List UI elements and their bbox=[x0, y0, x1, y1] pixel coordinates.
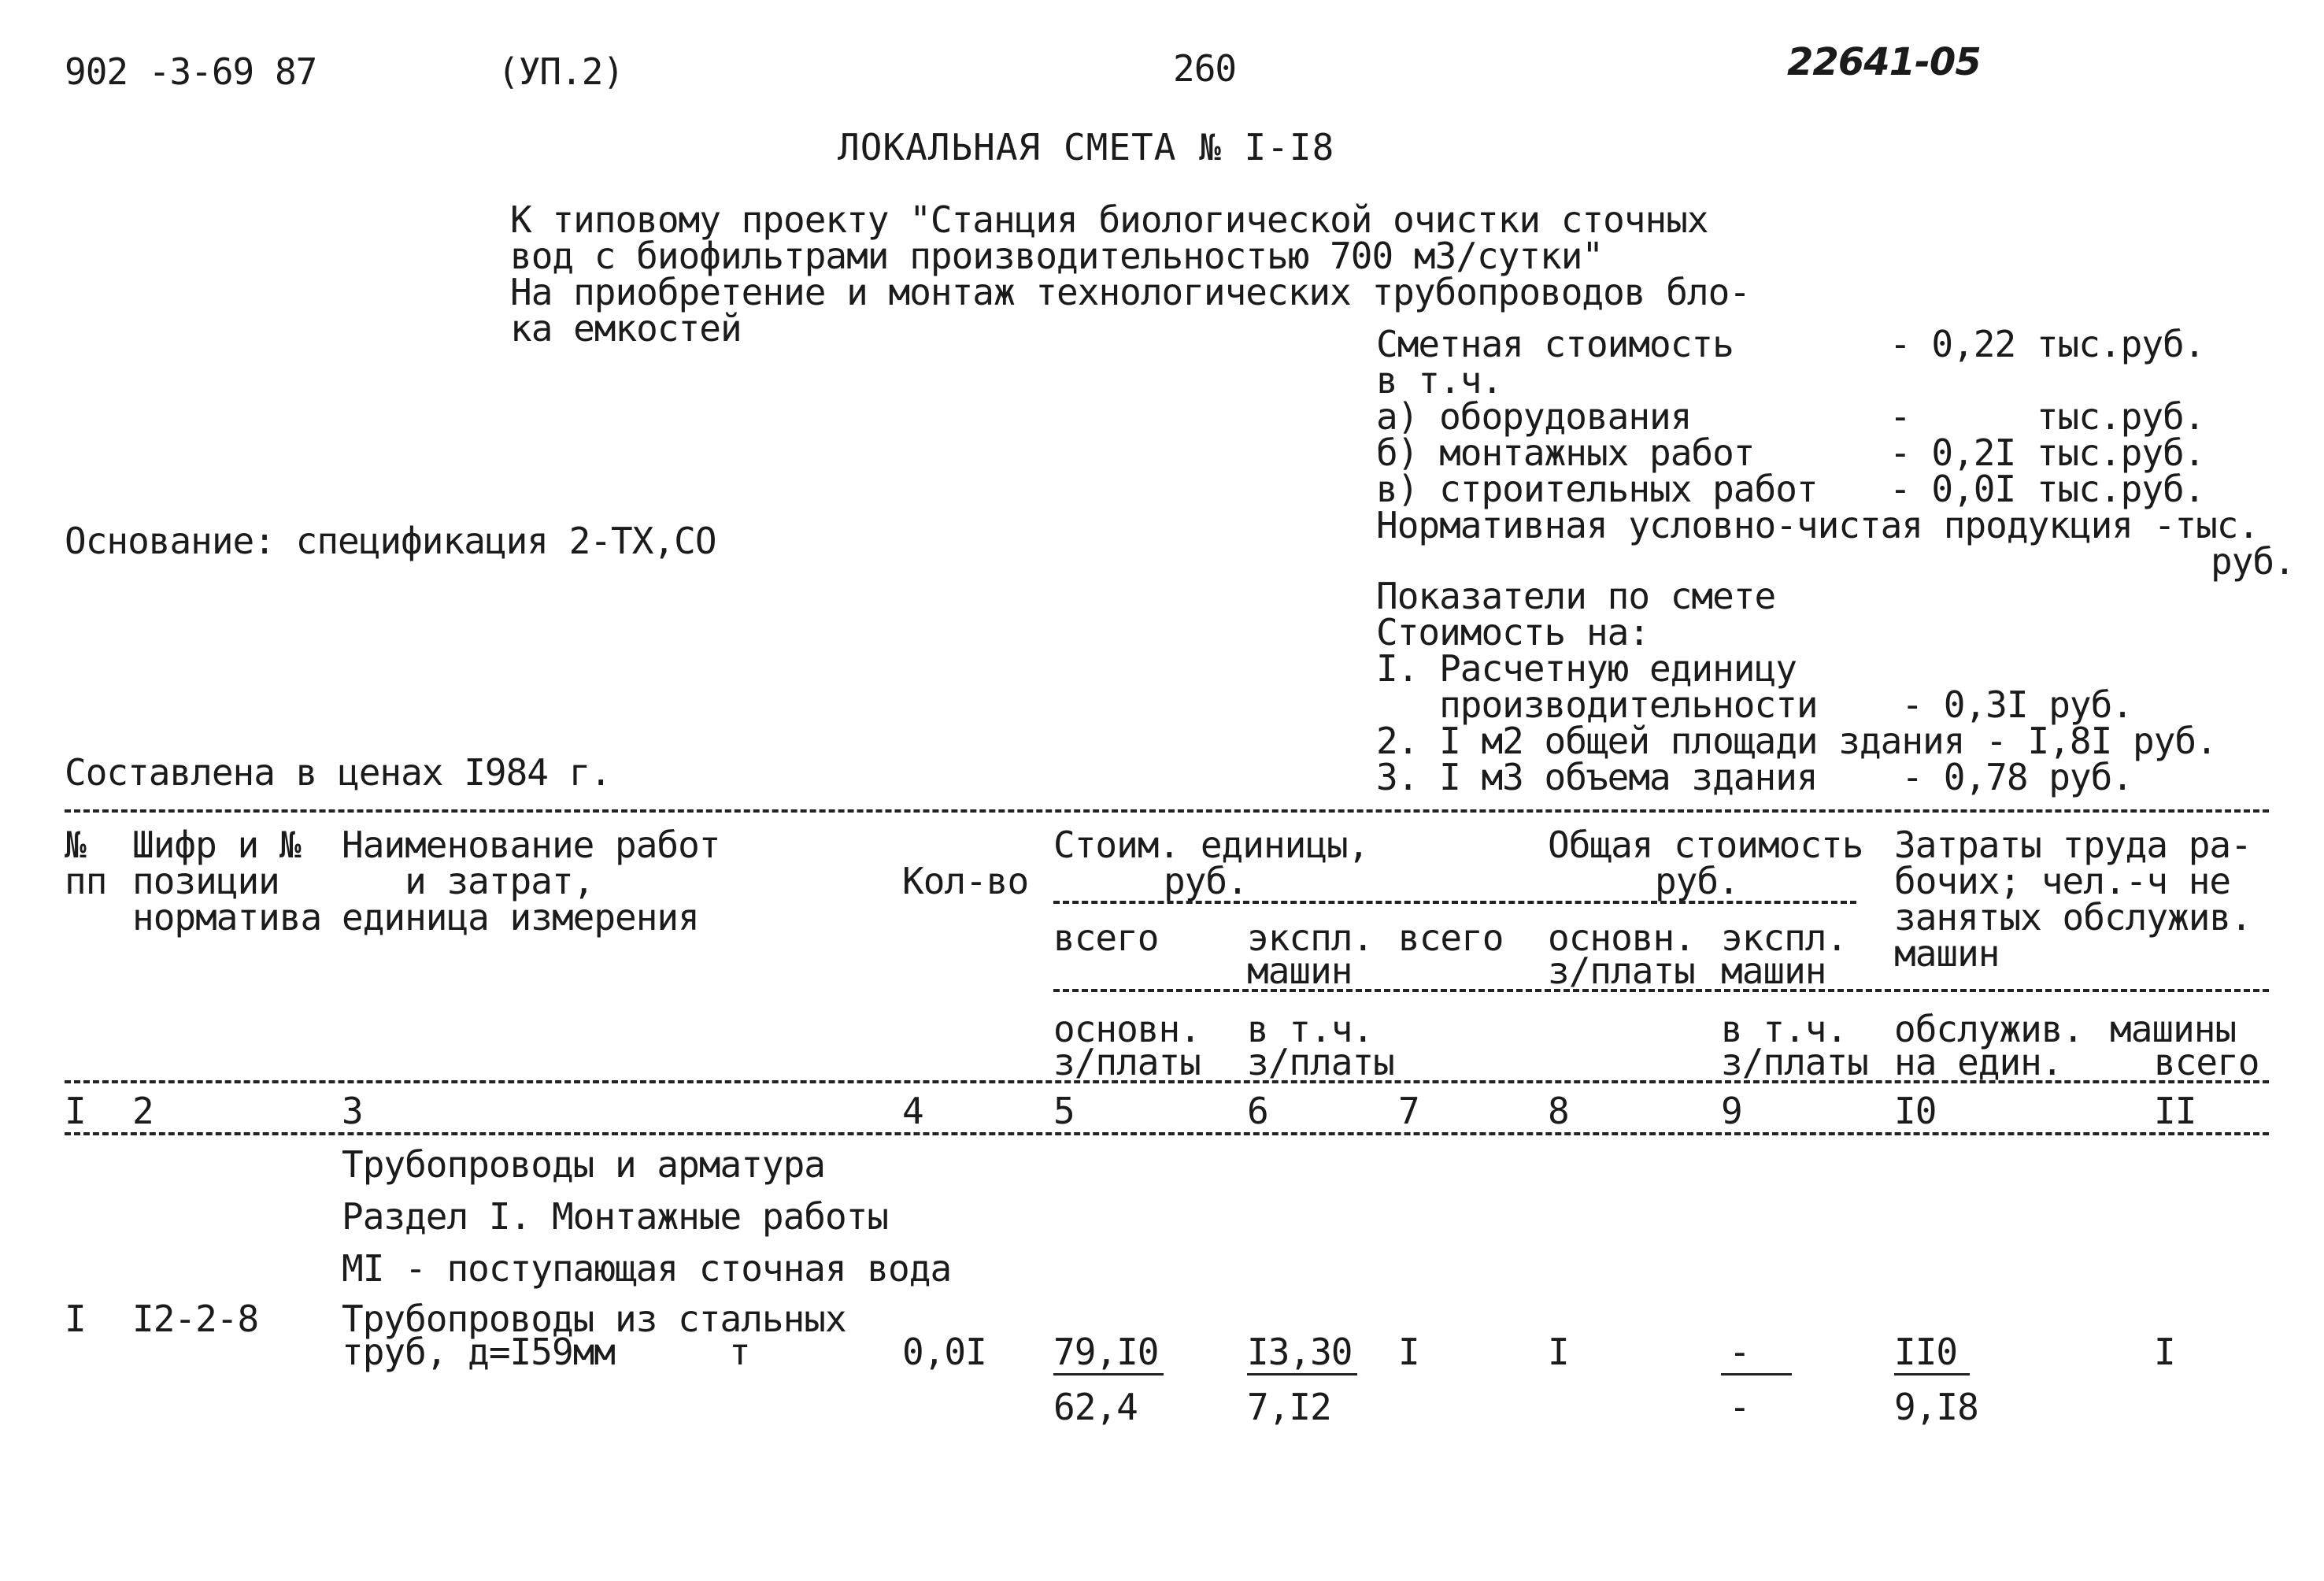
header-labor-total-2: всего bbox=[2154, 1041, 2259, 1083]
header-name-1: Наименование работ bbox=[342, 824, 720, 866]
row-unit-total-underline bbox=[1053, 1373, 1164, 1376]
header-code-1: Шифр и № bbox=[132, 824, 301, 866]
intro-line-4: ка емкостей bbox=[510, 307, 742, 350]
header-total-machines-2: машин bbox=[1721, 950, 1826, 992]
col-number-6: 6 bbox=[1247, 1090, 1268, 1132]
col-number-3: 3 bbox=[342, 1090, 363, 1132]
row-qty: 0,0I bbox=[902, 1331, 986, 1373]
cost-value-installation: - 0,2I тыс.руб. bbox=[1889, 431, 2205, 474]
table-top-rule bbox=[65, 809, 2269, 813]
header-unit-machine-wage-1: в т.ч. bbox=[1247, 1008, 1374, 1050]
header-labor-1: Затраты труда ра- bbox=[1894, 824, 2252, 866]
col-number-8: 8 bbox=[1548, 1090, 1569, 1132]
header-total-cost: Общая стоимость bbox=[1548, 824, 1863, 866]
normative-line-1: Нормативная условно-чистая продукция -тыс. bbox=[1376, 504, 2259, 546]
header-labor-unit-1: обслужив. bbox=[1894, 1008, 2084, 1050]
cost-label-equipment: а) оборудования bbox=[1376, 395, 1692, 438]
row-unit-total: 79,I0 bbox=[1053, 1331, 1159, 1373]
header-labor-3: занятых обслужив. bbox=[1894, 896, 2252, 939]
row-labor-total: I bbox=[2154, 1331, 2175, 1373]
col-number-9: 9 bbox=[1721, 1090, 1742, 1132]
row-labor-per-unit-underline bbox=[1894, 1373, 1970, 1376]
column-numbers-rule bbox=[65, 1132, 2269, 1135]
col-number-1: I bbox=[65, 1090, 86, 1132]
header-code-2: позиции bbox=[132, 860, 279, 902]
indicators-line-6: 3. I м3 объема здания - 0,78 руб. bbox=[1376, 756, 2133, 798]
row-total-machines-wage: - bbox=[1729, 1386, 1750, 1428]
header-labor-2: бочих; чел.-ч не bbox=[1894, 860, 2231, 902]
header-qty: Кол-во bbox=[902, 860, 1029, 902]
intro-line-3: На приобретение и монтаж технологических трубопроводов бло- bbox=[510, 271, 1750, 313]
indicators-line-3: I. Расчетную единицу bbox=[1376, 647, 1797, 690]
row-total-machines-underline bbox=[1721, 1373, 1792, 1376]
cost-label-total: Сметная стоимость bbox=[1376, 323, 1734, 365]
intro-line-2: вод с биофильтрами производительностью 700 м3/сутки" bbox=[510, 235, 1604, 277]
row-total-base-wage: I bbox=[1548, 1331, 1569, 1373]
indicators-line-5: 2. I м2 общей площади здания - I,8I руб. bbox=[1376, 720, 2217, 762]
prices-year: Составлена в ценах I984 г. bbox=[65, 751, 612, 794]
header-labor-total-1: машины bbox=[2110, 1008, 2237, 1050]
col-number-2: 2 bbox=[132, 1090, 154, 1132]
row-code: I2-2-8 bbox=[132, 1298, 259, 1340]
handwritten-stamp: 22641-05 bbox=[1787, 40, 1981, 84]
page-number: 260 bbox=[1173, 47, 1237, 90]
cost-label-construction: в) строительных работ bbox=[1376, 468, 1818, 510]
col-number-10: I0 bbox=[1894, 1090, 1937, 1132]
row-unit-machines: I3,30 bbox=[1247, 1331, 1353, 1373]
header-unit-total: всего bbox=[1053, 916, 1159, 959]
document-code: 902 -3-69 87 bbox=[65, 50, 317, 93]
col-number-11: II bbox=[2154, 1090, 2196, 1132]
header-mid-rule bbox=[1053, 989, 2269, 992]
header-cost-rule bbox=[1053, 901, 1856, 904]
col-number-5: 5 bbox=[1053, 1090, 1075, 1132]
header-num-2: пп bbox=[65, 860, 107, 902]
cost-value-total: - 0,22 тыс.руб. bbox=[1889, 323, 2205, 365]
header-unit-machines-1: экспл. bbox=[1247, 916, 1374, 959]
header-name-3: единица измерения bbox=[342, 896, 699, 939]
row-total: I bbox=[1398, 1331, 1419, 1373]
col-number-4: 4 bbox=[902, 1090, 923, 1132]
header-total-cost-rub: руб. bbox=[1655, 860, 1739, 902]
indicators-line-1: Показатели по смете bbox=[1376, 575, 1776, 617]
header-total-wage-1: основн. bbox=[1548, 916, 1695, 959]
row-name-1: Трубопроводы из стальных bbox=[342, 1298, 846, 1340]
intro-line-1: К типовому проекту "Станция биологической очистки сточных bbox=[510, 198, 1708, 241]
row-unit-machines-wage: 7,I2 bbox=[1247, 1386, 1331, 1428]
indicators-line-2: Стоимость на: bbox=[1376, 611, 1650, 654]
header-code-3: норматива bbox=[132, 896, 322, 939]
row-number: I bbox=[65, 1298, 86, 1340]
col-number-7: 7 bbox=[1398, 1090, 1419, 1132]
header-num-1: № bbox=[65, 824, 86, 866]
row-unit: т bbox=[729, 1331, 750, 1373]
header-unit-machine-wage-2: з/платы bbox=[1247, 1041, 1394, 1083]
indicators-line-4: производительности - 0,3I руб. bbox=[1376, 683, 2133, 726]
row-name-2: труб, д=I59мм bbox=[342, 1331, 616, 1373]
header-total-machine-wage-1: в т.ч. bbox=[1721, 1008, 1848, 1050]
header-total-machines-1: экспл. bbox=[1721, 916, 1848, 959]
section-heading-2: Раздел I. Монтажные работы bbox=[342, 1195, 889, 1238]
row-labor-per-unit-machines: 9,I8 bbox=[1894, 1386, 1978, 1428]
header-total-wage-2: з/платы bbox=[1548, 950, 1695, 992]
header-unit-wage-2: з/платы bbox=[1053, 1041, 1201, 1083]
album-number: (УП.2) bbox=[498, 50, 624, 93]
header-total-all: всего bbox=[1398, 916, 1504, 959]
header-name-2: и затрат, bbox=[342, 860, 594, 902]
estimate-title: ЛОКАЛЬНАЯ СМЕТА № I-I8 bbox=[838, 126, 1335, 168]
cost-label-including: в т.ч. bbox=[1376, 359, 1503, 402]
header-labor-4: машин bbox=[1894, 932, 2000, 975]
header-bottom-rule bbox=[65, 1080, 2269, 1083]
section-heading-1: Трубопроводы и арматура bbox=[342, 1143, 825, 1186]
header-unit-cost-rub: руб. bbox=[1164, 860, 1248, 902]
row-labor-per-unit: II0 bbox=[1894, 1331, 1958, 1373]
section-heading-3: МI - поступающая сточная вода bbox=[342, 1247, 952, 1290]
header-total-machine-wage-2: з/платы bbox=[1721, 1041, 1868, 1083]
normative-line-2: руб. bbox=[2211, 540, 2295, 583]
cost-value-equipment: - тыс.руб. bbox=[1889, 395, 2205, 438]
header-labor-unit-2: на един. bbox=[1894, 1041, 2063, 1083]
header-unit-machines-2: машин bbox=[1247, 950, 1353, 992]
row-unit-base-wage: 62,4 bbox=[1053, 1386, 1138, 1428]
row-unit-machines-underline bbox=[1247, 1373, 1357, 1376]
cost-value-construction: - 0,0I тыс.руб. bbox=[1889, 468, 2205, 510]
cost-label-installation: б) монтажных работ bbox=[1376, 431, 1755, 474]
basis-text: Основание: спецификация 2-ТХ,СО bbox=[65, 520, 716, 562]
header-unit-cost: Стоим. единицы, bbox=[1053, 824, 1369, 866]
row-total-machines: - bbox=[1729, 1331, 1750, 1373]
header-unit-wage-1: основн. bbox=[1053, 1008, 1201, 1050]
